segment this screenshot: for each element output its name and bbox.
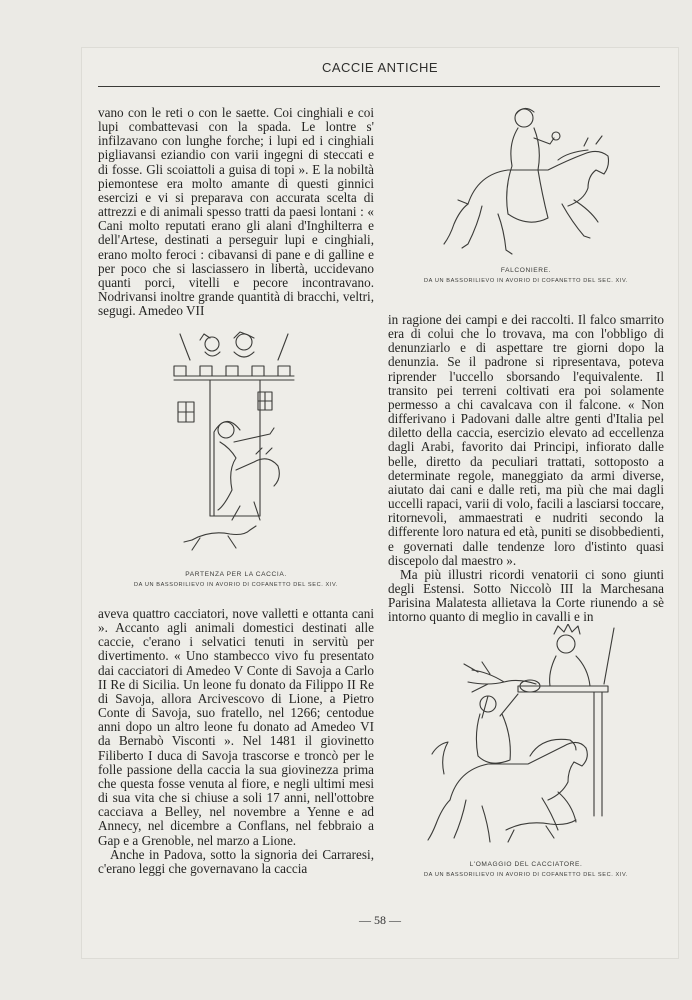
figure-omaggio-caption (388, 860, 664, 880)
figure-omaggio-title: L'OMAGGIO DEL CACCIATORE. (469, 861, 583, 868)
left-column-bottom-text (98, 607, 374, 876)
header-rule (98, 86, 660, 87)
figure-omaggio-source: DA UN BASSORILIEVO IN AVORIO DI COFANETTO DEL SEC. XIV. (424, 872, 628, 878)
figure-partenza-source: DA UN BASSORILIEVO IN AVORIO DI COFANETTO DEL SEC. XIV. (134, 582, 338, 588)
left-column-top-text (98, 106, 374, 318)
figure-omaggio-illustration (418, 624, 622, 846)
figure-partenza-illustration (170, 330, 310, 562)
paragraph: vano con le reti o con le saette. Coi cinghiali e coi lupi combattevasi con la spada. Le lontre s' infilzavano con lunghe forche; i lupi ed i cinghiali pigliavansi eziandio con varii ingegni di steccati e di fosse. Gli scoiattoli a guisa di topi ». E la nobiltà piemontese era molto amante di questi ginnici esercizi e vi si preparava con accurata scelta di attrezzi e di animali spesso tratti da paesi lontani : « Cani molto reputati erano gli alani d'Inghilterra e dell'Artese, destinati a perseguir lupi e cinghiali, erano molto feroci : cibavansi di pane e di galline e per poco che si lasciassero in libertà, uccidevano quanti porci, vitelli e pecore incontravano. Nodrivansi inoltre grande quantità di bracchi, veltri, segugi. Amedeo VII (98, 105, 374, 319)
running-title: CACCIE ANTICHE (321, 60, 439, 75)
right-column-text (388, 313, 664, 624)
paragraph: Ma più illustri ricordi venatorii ci sono giunti degli Estensi. Sotto Niccolò III la Marchesana Parisina Malatesta allietava la Corte riunendo a sè intorno quanto di meglio in cavalli e in (388, 566, 664, 625)
paragraph: aveva quattro cacciatori, nove valletti e ottanta cani ». Accanto agli animali domestici destinati alle caccie, c'erano i selvatici tenuti in servitù per divertimento. « Uno stambecco vivo fu presentato dai cacciatori di Amedeo V Conte di Savoja a Carlo II Re di Sicilia. Un leone fu donato da Filippo II Re di Savoja, allora Arcivescovo di Lione, a Pietro Conte di Savoja, suo fratello, nel 1266; centodue anni dopo un altro leone fu donato ad Amedeo VI da Bernabò Visconti ». Nel 1481 il giovinetto Filiberto I duca di Savoja trascorse e troncò per le folle passione della caccia la sua giovinezza prima che questa fosse venuta al fiore, e negli ultimi mesi di sua vita che si chiuse a soli 17 anni, nell'ottobre cacciava a Belley, nel novembre a Yenne e ad Annecy, nel dicembre a Conflans, nel febbraio a Gap e a Grenoble, nel marzo a Lione. (98, 606, 374, 848)
figure-falconiere-caption (388, 266, 664, 286)
figure-partenza-title: PARTENZA PER LA CACCIA. (185, 571, 287, 578)
paragraph: Anche in Padova, sotto la signoria dei Carraresi, c'erano leggi che governavano la caccia (98, 846, 374, 876)
figure-falconiere-source: DA UN BASSORILIEVO IN AVORIO DI COFANETTO DEL SEC. XIV. (424, 278, 628, 284)
figure-falconiere-illustration (438, 104, 614, 260)
figure-falconiere-title: FALCONIERE. (500, 267, 552, 274)
page-number: — 58 — (359, 913, 401, 927)
paragraph: in ragione dei campi e dei raccolti. Il falco smarrito era di colui che lo trovava, ma con l'obbligo di denunziarlo e di aspettare tre giorni dopo la denunzia. Se il padrone si ripresentava, poteva riprender l'uccello sborsando l'equivalente. Il transito pei terreni coltivati era poi solamente permesso a chi cavalcava con il falcone. « Non differivano i Padovani dalle altre genti d'Italia pel diletto della caccia, esercizio elevato ad eccellenza dagli Arabi, favorito dai Principi, infiorato dalle belle, diretto da peculiari trattati, sottoposto a determinate regole, maneggiato da armi diverse, aiutato dai cani e dalle reti, ma più che mai dagli uccelli rapaci, varii di volo, facili a lasciarsi toccare, ritornevoli, ammaestrati e nudriti secondo la differente loro natura ed età, puniti se disobbedienti, e governati dalle tendenze loro d'istinto quasi discepolo dal maestro ». (388, 312, 664, 568)
figure-partenza-caption (98, 570, 374, 590)
